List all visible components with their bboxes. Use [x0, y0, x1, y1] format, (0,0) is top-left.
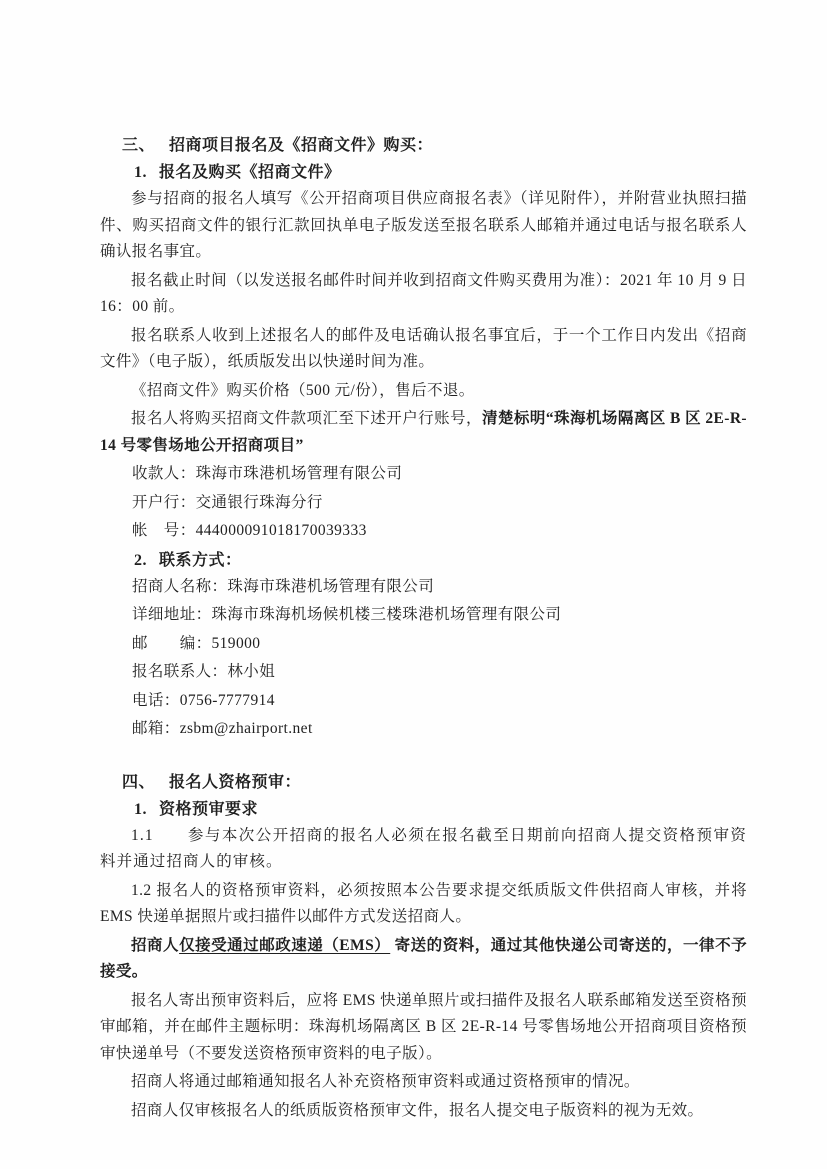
- paragraph-ems-only: [100, 933, 747, 986]
- bank-line: 开户行：交通银行珠海分行: [132, 493, 323, 511]
- payment-remit-text: 报名人将购买招商文件款项汇至下述开户行账号，: [131, 410, 482, 427]
- contact-name-line: 招商人名称：珠海市珠港机场管理有限公司: [132, 577, 435, 595]
- contact-zip-line: 邮 编：519000: [132, 634, 261, 652]
- paragraph-confirm-issue: 报名联系人收到上述报名人的邮件及电话确认报名事宜后，于一个工作日内发出《招商文件》（电子版），纸质版发出以快递时间为准。: [100, 326, 747, 370]
- section-4-number: 四、: [122, 773, 156, 791]
- paragraph-notify: 招商人将通过邮箱通知报名人补充资格预审资料或通过资格预审的情况。: [131, 1073, 640, 1090]
- section-3-item-2-number: 2.: [134, 551, 147, 569]
- paragraph-apply-form: 参与招商的报名人填写《公开招商项目供应商报名表》（详见附件），并附营业执照扫描件、购买招商文件的银行汇款回执单电子版发送至报名联系人邮箱并通过电话与报名联系人确认报名事宜。: [100, 190, 747, 260]
- section-3-title: 招商项目报名及《招商文件》购买：: [169, 137, 434, 154]
- ems-only-suffix: 寄送的资料，通过其他快递公司寄送的，一律不予接受。: [100, 936, 747, 980]
- payment-remit-project-name: 清楚标明“珠海机场隔离区 B 区 2E-R-14 号零售场地公开招商项目”: [100, 410, 747, 454]
- paragraph-paper-only: 招商人仅审核报名人的纸质版资格预审文件，报名人提交电子版资料的视为无效。: [131, 1101, 704, 1119]
- section-4-title: 报名人资格预审：: [169, 773, 302, 791]
- section-3-number: 三、: [122, 137, 156, 154]
- section-4-item-1-number: 1.: [134, 800, 147, 818]
- section-4-heading: [100, 769, 747, 796]
- account-number-line: 帐 号：444000091018170039333: [132, 522, 367, 539]
- ems-only-prefix: 招商人: [131, 936, 180, 954]
- paragraph-payment-remit: [100, 406, 747, 459]
- section-3-item-1-title: 报名及购买《招商文件》: [159, 164, 341, 181]
- section-3-item-2: [100, 547, 747, 574]
- paragraph-clause-1-1: 1.1 参与本次公开招商的报名人必须在报名截至日期前向招商人提交资格预审资料并通过招商人的审核。: [100, 826, 747, 870]
- section-4-item-1-title: 资格预审要求: [159, 800, 259, 818]
- ems-only-underlined: 仅接受通过邮政速递（EMS）: [179, 936, 391, 954]
- section-3-heading: [100, 132, 747, 159]
- section-3-item-1-number: 1.: [134, 164, 147, 181]
- contact-address-line: 详细地址：珠海市珠海机场候机楼三楼珠港机场管理有限公司: [132, 606, 562, 623]
- paragraph-deadline: 报名截止时间（以发送报名邮件时间并收到招商文件购买费用为准）：2021 年 10 月 9 日 16：00 前。: [100, 271, 747, 315]
- paragraph-clause-1-2: 1.2 报名人的资格预审资料，必须按照本公告要求提交纸质版文件供招商人审核，并将 EMS 快递单据照片或扫描件以邮件方式发送招商人。: [100, 881, 747, 925]
- section-4-item-1: [100, 796, 747, 823]
- paragraph-price: 《招商文件》购买价格（500 元/份），售后不退。: [131, 381, 475, 399]
- payee-line: 收款人：珠海市珠港机场管理有限公司: [132, 465, 403, 482]
- contact-person-line: 报名联系人：林小姐: [132, 663, 276, 680]
- contact-email-line: 邮箱：zsbm@zhairport.net: [132, 720, 313, 737]
- paragraph-send-receipt: 报名人寄出预审资料后，应将 EMS 快递单照片或扫描件及报名人联系邮箱发送至资格预审邮箱，并在邮件主题标明：珠海机场隔离区 B 区 2E-R-14 号零售场地公开招商项目资格预审快递单号（不要发送资格预审资料的电子版）。: [100, 991, 747, 1062]
- section-3-item-2-title: 联系方式：: [159, 551, 242, 569]
- contact-phone-line: 电话：0756-7777914: [132, 691, 275, 709]
- section-3-item-1: [100, 159, 747, 186]
